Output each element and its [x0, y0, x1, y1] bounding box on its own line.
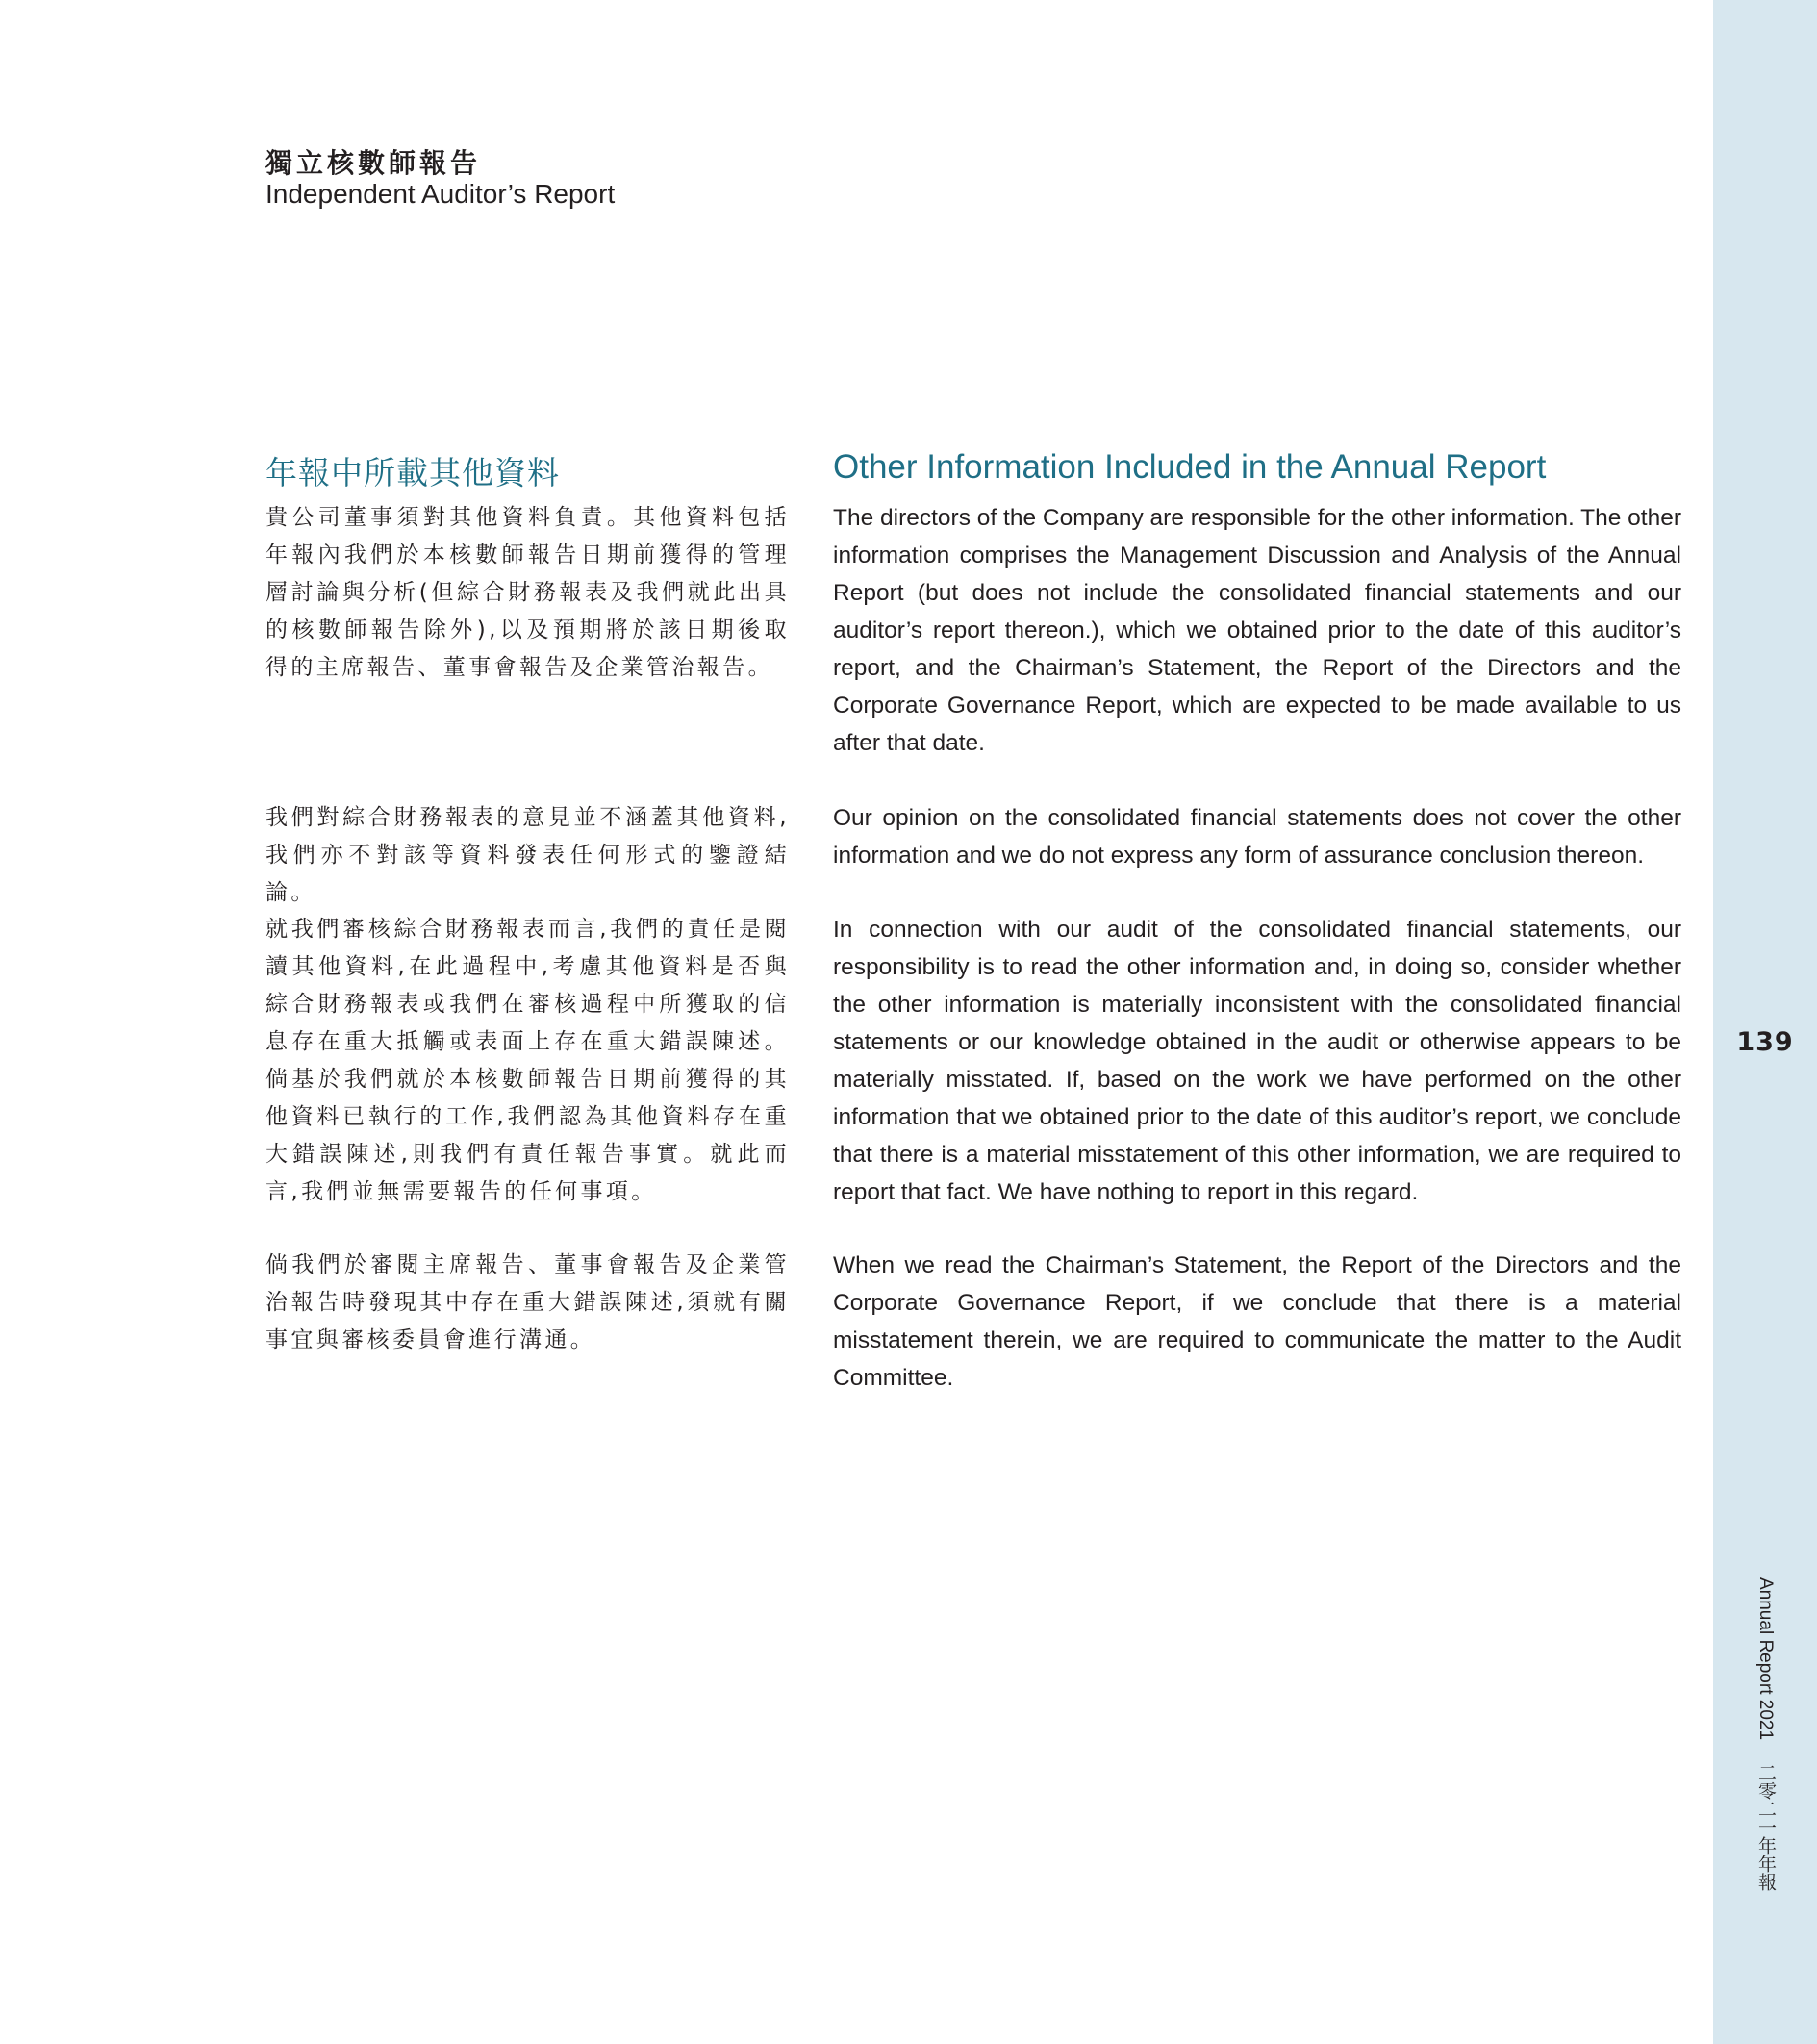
report-title-en: Independent Auditor’s Report — [265, 179, 616, 209]
paragraph-zh-2: 我們對綜合財務報表的意見並不涵蓋其他資料,我們亦不對該等資料發表任何形式的鑒證結論。 — [265, 805, 790, 905]
paragraph-zh-4: 倘我們於審閱主席報告、董事會報告及企業管治報告時發現其中存在重大錯誤陳述,須就有關事宜與審核委員會進行溝通。 — [265, 1252, 790, 1352]
section-heading-en: Other Information Included in the Annual Report — [833, 448, 1547, 486]
paragraph-zh-3: 就我們審核綜合財務報表而言,我們的責任是閱讀其他資料,在此過程中,考慮其他資料是否與綜合財務報表或我們在審核過程中所獲取的信息存在重大抵觸或表面上存在重大錯誤陳述。倘基於我們就於本核數師報告日期前獲得的其他資料已執行的工作,我們認為其他資料存在重大錯誤陳述,則我們有責任報告事實。就此而言,我們並無需要報告的任何事項。 — [265, 917, 790, 1204]
paragraph-en-3: In connection with our audit of the consolidated financial statements, our responsibility is to read the other information and, in doing so, consider whether the other information is materially inconsistent with the consolidated financial statements or our knowledge obtained in the audit or otherwise appears to be materially misstated. If, based on the work we have performed on the other information that we obtained prior to the date of this auditor’s report, we conclude that there is a material misstatement of this other information, we are required to report that fact. We have nothing to report in this regard. — [833, 917, 1681, 1205]
side-label-zh: 二零二一年年報 — [1755, 1763, 1776, 1892]
section-heading-zh: 年報中所載其他資料 — [265, 454, 560, 492]
report-title-zh: 獨立核數師報告 — [265, 147, 482, 179]
paragraph-en-4: When we read the Chairman’s Statement, the Report of the Directors and the Corporate Governance Report, if we conclude that there is a material misstatement therein, we are required to communicate the matter to the Audit Committee. — [833, 1252, 1681, 1391]
paragraph-zh-1: 貴公司董事須對其他資料負責。其他資料包括年報內我們於本核數師報告日期前獲得的管理層討論與分析(但綜合財務報表及我們就此出具的核數師報告除外),以及預期將於該日期後取得的主席報告、董事會報告及企業管治報告。 — [265, 505, 790, 680]
page-number: 139 — [1736, 1027, 1794, 1057]
paragraph-en-1: The directors of the Company are responsible for the other information. The other information comprises the Management Discussion and Analysis of the Annual Report (but does not include the consolidated financial statements and our auditor’s report thereon.), which we obtained prior to the date of this auditor’s report, and the Chairman’s Statement, the Report of the Directors and the Corporate Governance Report, which are expected to be made available to us after that date. — [833, 505, 1682, 756]
paragraph-en-2: Our opinion on the consolidated financial statements does not cover the other information and we do not express any form of assurance conclusion thereon. — [833, 805, 1681, 869]
side-label — [1753, 1577, 1779, 1891]
side-label-en: Annual Report 2021 — [1755, 1577, 1776, 1741]
